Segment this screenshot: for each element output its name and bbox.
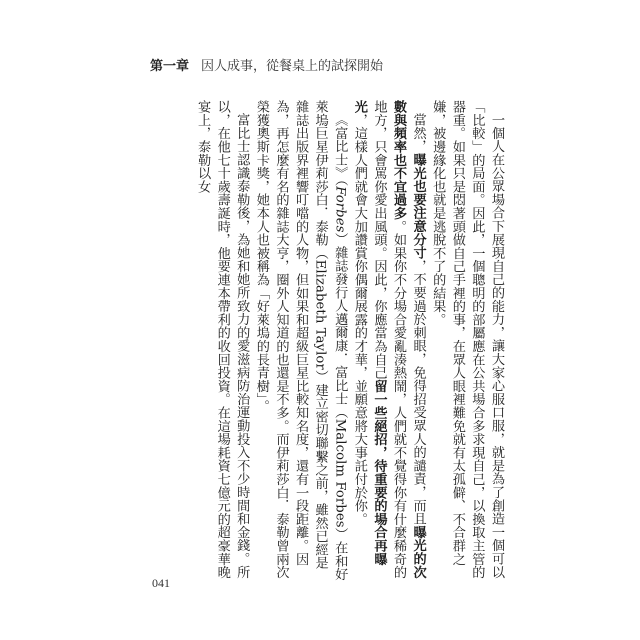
text-run: 當然， (410, 113, 426, 154)
body-text (193, 100, 507, 582)
text-run: ）在和好萊塢巨星伊莉莎白．泰勒（ (312, 100, 348, 582)
text-run: 。如果你不分場合愛亂湊熱鬧，人們就不覺得你有什麼稀奇的地方，只會罵你愛出風頭。因此，你應當為自己 (371, 100, 407, 579)
italic-title: Forbes (332, 186, 348, 233)
page-number: 041 (152, 576, 170, 590)
chapter-label: 第一章 (150, 58, 190, 74)
latin-name: Malcolm Forbes (332, 418, 348, 528)
text-run: ）雜誌發行人邁爾康．富比士（ (332, 232, 348, 419)
paragraph-4: 富比士認識泰勒後，為她和她所致力的愛滋病防治運動投入不少時間和金錢。所以，在他七十歲壽誕時，他要連本帶利的收回投資。在這場耗資七億元的超豪華晚宴上，泰勒以女 (195, 100, 250, 579)
text-run: 《富比士》（ (332, 113, 348, 187)
chapter-title: 因人成事，從餐桌上的試探開始 (201, 58, 384, 74)
text-run: ）建立密切聯繫之前，雖然已經是雜誌出版界裡響叮噹的人物，但如果和超級巨星比較知名度，還有一段距離。因為，再怎麼有名的雜誌大亨，圈外人知道的也還是不多。而伊莉莎白．泰勒曾兩次榮獲奧斯卡獎，她本人也被稱為「好萊塢的長青樹」。 (253, 100, 328, 579)
paragraph-2 (349, 100, 427, 582)
latin-name: Elizabeth Taylor (312, 259, 328, 370)
paragraph-3 (251, 100, 349, 582)
bold-phrase: 曝光也要注意分寸 (410, 153, 426, 260)
paragraph-1: 一個人在公眾場合下展現自己的能力，讓大家心服口服，就是為了創造一個可以「比較」的局面。因此，一個聰明的部屬應在公共場合多求現自己，以換取主管的器重。如果只是悶著頭做自己手裡的事，在眾人眼裡難免就有太孤僻、不合群之嫌，被邊緣化也就是逃脫不了的結果。 (430, 100, 504, 579)
bold-phrase: 留一些絕招，待重要的場合再曝光 (351, 100, 387, 566)
text-run: ，這樣人們就會大加讚賞你偶爾展露的才華，並願意將大事託付於你。 (351, 113, 367, 526)
text-run: ，不要過於刺眼，免得招受眾人的譴責，而且 (410, 259, 426, 526)
bold-phrase: 曝光的次數與頻率也不宜過多 (391, 100, 426, 579)
running-header (150, 54, 383, 74)
